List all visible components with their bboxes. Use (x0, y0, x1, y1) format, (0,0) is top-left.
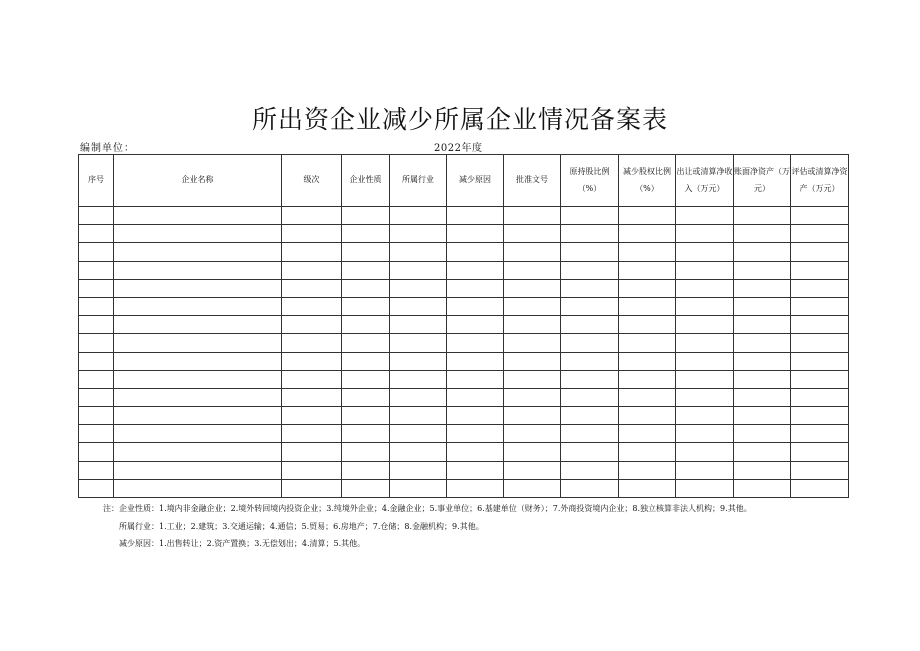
table-cell (619, 425, 676, 443)
table-cell (390, 461, 447, 479)
table-cell (676, 225, 734, 243)
table-cell (282, 425, 342, 443)
year-label: 2022年度 (434, 143, 483, 154)
table-cell (734, 207, 791, 225)
table-cell (561, 261, 619, 279)
table-cell (390, 479, 447, 497)
table-cell (561, 479, 619, 497)
table-cell (114, 425, 282, 443)
table-cell (79, 261, 114, 279)
table-cell (390, 279, 447, 297)
table-cell (504, 479, 561, 497)
table-cell (390, 261, 447, 279)
table-cell (619, 461, 676, 479)
table-cell (114, 316, 282, 334)
table-cell (561, 243, 619, 261)
table-cell (791, 297, 849, 315)
header-original-share: 原持股比例（%） (561, 155, 619, 207)
note-company-nature: 企业性质：1.境内非金融企业；2.境外转回境内投资企业；3.纯境外企业；4.金融企业；5.事业单位；6.基建单位（财务）；7.外商投资境内企业；8.独立核算非法人机构；9.其他。 (119, 504, 752, 513)
table-cell (79, 297, 114, 315)
table-row (79, 316, 849, 334)
table-cell (734, 243, 791, 261)
table-cell (114, 461, 282, 479)
table-cell (791, 425, 849, 443)
table-row (79, 207, 849, 225)
table-cell (734, 425, 791, 443)
table-cell (791, 479, 849, 497)
table-row (79, 388, 849, 406)
header-assessed-net-assets: 评估或清算净资产（万元） (791, 155, 849, 207)
table-row (79, 297, 849, 315)
table-cell (282, 388, 342, 406)
table-cell (79, 316, 114, 334)
table-cell (676, 461, 734, 479)
table-cell (447, 243, 504, 261)
table-row (79, 279, 849, 297)
table-cell (619, 334, 676, 352)
table-cell (390, 425, 447, 443)
table-row (79, 225, 849, 243)
table-cell (390, 334, 447, 352)
table-cell (504, 207, 561, 225)
note-line-nature (103, 500, 752, 518)
table-cell (791, 207, 849, 225)
table-cell (447, 334, 504, 352)
table-cell (447, 316, 504, 334)
table-cell (619, 352, 676, 370)
table-cell (619, 388, 676, 406)
table-cell (390, 352, 447, 370)
header-reduced-share: 减少股权比例（%） (619, 155, 676, 207)
header-approval-doc: 批准文号 (504, 155, 561, 207)
table-cell (390, 407, 447, 425)
table-cell (619, 443, 676, 461)
table-cell (504, 461, 561, 479)
table-cell (282, 479, 342, 497)
table-cell (282, 334, 342, 352)
table-cell (734, 316, 791, 334)
table-cell (504, 352, 561, 370)
table-cell (79, 388, 114, 406)
note-industry: 所属行业：1.工业；2.建筑；3.交通运输；4.通信；5.贸易；6.房地产；7.仓储；8.金融机构；9.其他。 (119, 521, 484, 531)
table-cell (504, 297, 561, 315)
table-cell (504, 407, 561, 425)
table-cell (676, 207, 734, 225)
table-cell (791, 261, 849, 279)
table-cell (561, 370, 619, 388)
table-cell (390, 297, 447, 315)
table-cell (282, 461, 342, 479)
table-cell (282, 279, 342, 297)
table-cell (561, 461, 619, 479)
table-cell (282, 316, 342, 334)
table-cell (114, 443, 282, 461)
table-cell (734, 370, 791, 388)
table-cell (734, 352, 791, 370)
page-title: 所出资企业减少所属企业情况备案表 (251, 105, 668, 134)
note-prefix: 注： (103, 504, 119, 513)
table-cell (791, 370, 849, 388)
table-cell (114, 225, 282, 243)
header-level: 级次 (282, 155, 342, 207)
table-cell (114, 261, 282, 279)
table-cell (79, 407, 114, 425)
table-cell (619, 370, 676, 388)
table-cell (619, 207, 676, 225)
table-cell (390, 443, 447, 461)
table-cell (282, 443, 342, 461)
table-cell (791, 407, 849, 425)
table-cell (342, 352, 390, 370)
table-cell (504, 261, 561, 279)
table-cell (79, 425, 114, 443)
table-cell (619, 279, 676, 297)
table-cell (791, 388, 849, 406)
table-cell (114, 407, 282, 425)
table-cell (447, 279, 504, 297)
table-row (79, 443, 849, 461)
table-cell (791, 279, 849, 297)
table-cell (447, 425, 504, 443)
table-cell (114, 207, 282, 225)
table-cell (676, 407, 734, 425)
table-cell (676, 388, 734, 406)
table-cell (734, 479, 791, 497)
table-cell (79, 479, 114, 497)
table-row (79, 370, 849, 388)
table-cell (79, 207, 114, 225)
table-cell (114, 479, 282, 497)
table-cell (734, 334, 791, 352)
table-cell (561, 407, 619, 425)
table-cell (619, 261, 676, 279)
table-cell (676, 261, 734, 279)
table-cell (791, 443, 849, 461)
table-cell (561, 225, 619, 243)
table-cell (734, 297, 791, 315)
table-cell (342, 261, 390, 279)
table-cell (447, 388, 504, 406)
table-cell (676, 279, 734, 297)
table-cell (734, 443, 791, 461)
table-cell (114, 334, 282, 352)
table-cell (342, 316, 390, 334)
table-cell (676, 334, 734, 352)
table-cell (282, 207, 342, 225)
table-cell (447, 370, 504, 388)
table-cell (619, 297, 676, 315)
table-cell (447, 352, 504, 370)
table-cell (561, 316, 619, 334)
table-cell (114, 388, 282, 406)
table-cell (619, 407, 676, 425)
table-row (79, 479, 849, 497)
table-cell (561, 334, 619, 352)
table-cell (342, 225, 390, 243)
table-cell (342, 297, 390, 315)
table-cell (114, 243, 282, 261)
table-cell (791, 461, 849, 479)
table-cell (676, 352, 734, 370)
table-row (79, 243, 849, 261)
table-cell (561, 443, 619, 461)
table-cell (504, 425, 561, 443)
table-cell (619, 479, 676, 497)
table-cell (342, 243, 390, 261)
table-cell (676, 443, 734, 461)
table-cell (282, 352, 342, 370)
table-cell (282, 225, 342, 243)
table-cell (390, 370, 447, 388)
table-cell (447, 443, 504, 461)
table-cell (791, 316, 849, 334)
table-cell (676, 316, 734, 334)
table-cell (504, 370, 561, 388)
table-cell (79, 352, 114, 370)
table-cell (734, 407, 791, 425)
table-cell (390, 316, 447, 334)
table-cell (504, 243, 561, 261)
table-cell (561, 207, 619, 225)
table-cell (114, 370, 282, 388)
table-cell (791, 243, 849, 261)
table-cell (342, 279, 390, 297)
table-cell (676, 479, 734, 497)
table-cell (676, 297, 734, 315)
table-cell (504, 279, 561, 297)
table-cell (114, 352, 282, 370)
table-cell (342, 334, 390, 352)
table-cell (676, 425, 734, 443)
table-cell (447, 407, 504, 425)
table-cell (734, 225, 791, 243)
table-cell (676, 243, 734, 261)
table-row (79, 407, 849, 425)
table-cell (282, 407, 342, 425)
table-cell (390, 243, 447, 261)
table-cell (390, 207, 447, 225)
table-cell (619, 316, 676, 334)
table-cell (79, 279, 114, 297)
header-company-nature: 企业性质 (342, 155, 390, 207)
table-cell (734, 261, 791, 279)
table-cell (504, 443, 561, 461)
table-cell (561, 425, 619, 443)
table-cell (619, 243, 676, 261)
table-cell (791, 334, 849, 352)
table-cell (504, 334, 561, 352)
header-seq: 序号 (79, 155, 114, 207)
header-industry: 所属行业 (390, 155, 447, 207)
table-cell (561, 388, 619, 406)
table-cell (282, 297, 342, 315)
table-cell (282, 261, 342, 279)
table-cell (447, 207, 504, 225)
table-cell (734, 388, 791, 406)
table-header-row (79, 155, 849, 207)
table-cell (342, 207, 390, 225)
table-cell (79, 225, 114, 243)
header-transfer-income: 出让或清算净收入（万元） (676, 155, 734, 207)
table-cell (791, 225, 849, 243)
table-cell (447, 479, 504, 497)
table-cell (447, 461, 504, 479)
table-row (79, 461, 849, 479)
table-cell (390, 388, 447, 406)
table-cell (79, 443, 114, 461)
table-cell (114, 279, 282, 297)
header-company-name: 企业名称 (114, 155, 282, 207)
table-cell (447, 225, 504, 243)
table-row (79, 352, 849, 370)
compiling-unit-label: 编制单位： (80, 143, 135, 154)
table-cell (342, 479, 390, 497)
table-cell (342, 407, 390, 425)
table-cell (342, 388, 390, 406)
table-cell (619, 225, 676, 243)
record-table (78, 154, 849, 498)
table-cell (561, 297, 619, 315)
table-cell (79, 243, 114, 261)
table-cell (342, 443, 390, 461)
table-cell (504, 316, 561, 334)
table-cell (342, 425, 390, 443)
table-row (79, 261, 849, 279)
table-cell (114, 297, 282, 315)
table-cell (390, 225, 447, 243)
table-cell (791, 352, 849, 370)
table-cell (282, 370, 342, 388)
table-cell (79, 370, 114, 388)
table-cell (342, 370, 390, 388)
table-cell (282, 243, 342, 261)
table-row (79, 425, 849, 443)
table-cell (447, 297, 504, 315)
header-book-net-assets: 账面净资产（万元） (734, 155, 791, 207)
table-cell (447, 261, 504, 279)
notes-block (103, 500, 752, 553)
table-cell (79, 461, 114, 479)
table-cell (79, 334, 114, 352)
table-row (79, 334, 849, 352)
note-reduction-reason: 减少原因：1.出售转让；2.资产置换；3.无偿划出；4.清算；5.其他。 (119, 539, 366, 548)
table-cell (734, 279, 791, 297)
header-reduction-reason: 减少原因 (447, 155, 504, 207)
table-cell (342, 461, 390, 479)
table-cell (561, 352, 619, 370)
table-body (79, 207, 849, 498)
table-cell (504, 388, 561, 406)
table-cell (676, 370, 734, 388)
table-cell (561, 279, 619, 297)
table-cell (504, 225, 561, 243)
table-cell (734, 461, 791, 479)
